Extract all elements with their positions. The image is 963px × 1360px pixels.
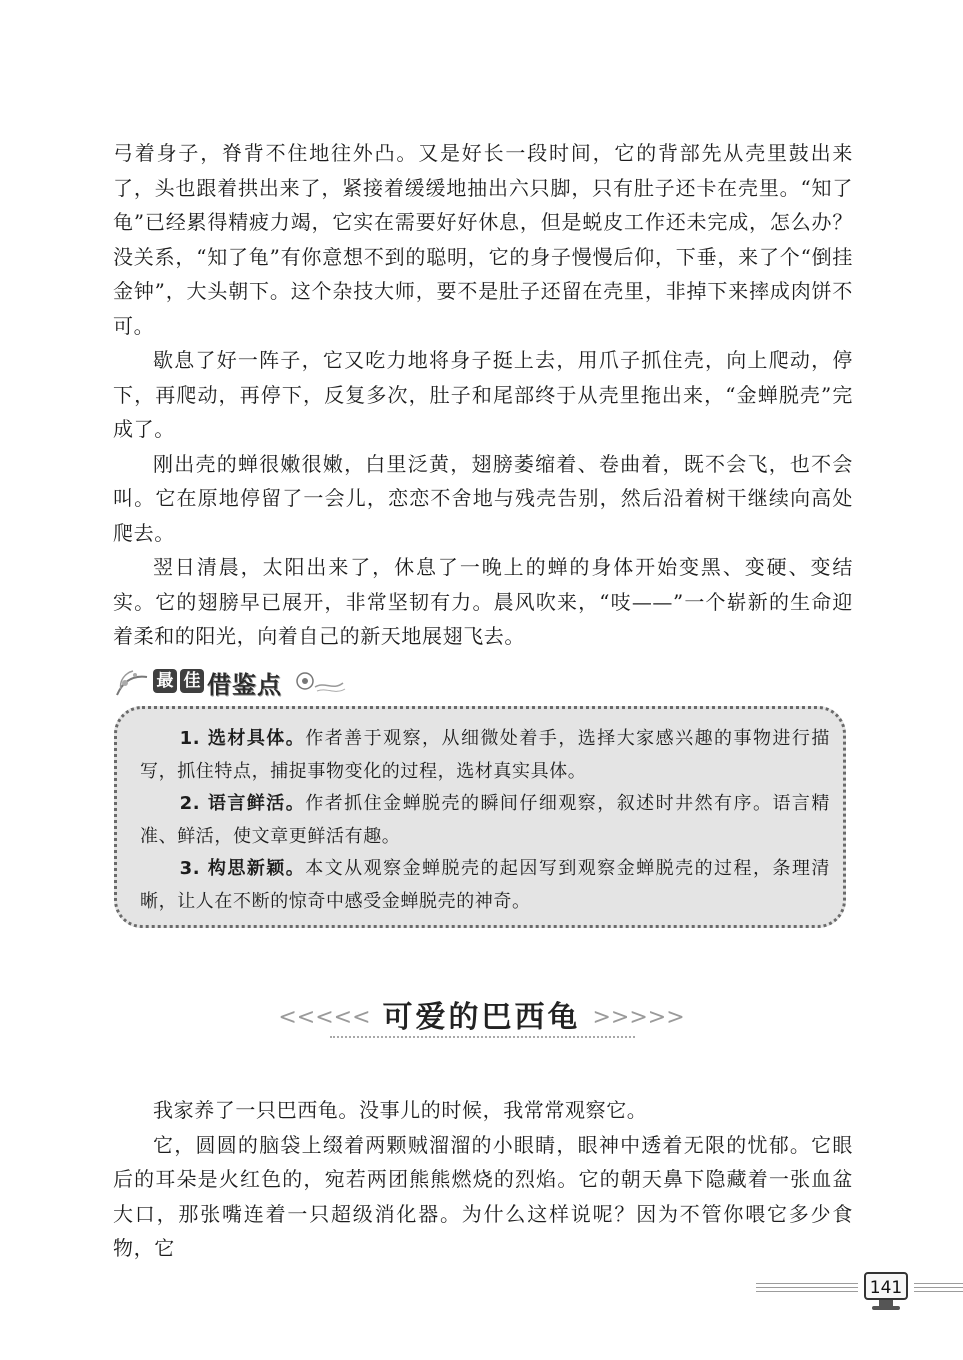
best-point-text: 作者抓住金蝉脱壳的瞬间仔细观察，叙述时井然有序。语言精准、鲜活，使文章更鲜活有趣。 bbox=[140, 793, 830, 847]
best-point-item bbox=[140, 853, 830, 918]
page-number-lines-right bbox=[914, 1283, 963, 1295]
page-number: 141 bbox=[864, 1272, 908, 1300]
best-points-list bbox=[140, 723, 830, 918]
section-title bbox=[0, 992, 963, 1036]
best-point-text: 作者善于观察，从细微处着手，选择大家感兴趣的事物进行描写，抓住特点，捕捉事物变化的过程，选材真实具体。 bbox=[140, 728, 830, 782]
chevrons-right-icon: >>>>> bbox=[592, 1005, 685, 1030]
title-badge-2: 佳 bbox=[180, 669, 204, 693]
best-point-item bbox=[140, 788, 830, 853]
section-underline bbox=[330, 1036, 635, 1038]
best-point-text: 本文从观察金蝉脱壳的起因写到观察金蝉脱壳的过程，条理清晰，让人在不断的惊奇中感受金蝉脱壳的神奇。 bbox=[140, 858, 830, 912]
paragraph: 歇息了好一阵子，它又吃力地将身子挺上去，用爪子抓住壳，向上爬动，停下，再爬动，再停下，反复多次，肚子和尾部终于从壳里拖出来，“金蝉脱壳”完成了。 bbox=[113, 348, 853, 441]
best-point-heading: 2. 语言鲜活。 bbox=[179, 793, 306, 814]
best-point-item bbox=[140, 723, 830, 788]
best-point-heading: 3. 构思新颖。 bbox=[179, 858, 306, 879]
flower-ornament-icon bbox=[287, 661, 347, 701]
paragraph: 它，圆圆的脑袋上缀着两颗贼溜溜的小眼睛，眼神中透着无限的忧郁。它眼后的耳朵是火红色的，宛若两团熊熊燃烧的烈焰。它的朝天鼻下隐藏着一张血盆大口，那张嘴连着一只超级消化器。为什么这样说呢？因为不管你喂它多少食物，它 bbox=[113, 1132, 853, 1260]
best-point-heading: 1. 选材具体。 bbox=[179, 728, 306, 749]
page-number-lines-left bbox=[756, 1283, 858, 1295]
article-body-part2 bbox=[113, 1093, 853, 1266]
paragraph: 我家养了一只巴西龟。没事儿的时候，我常常观察它。 bbox=[153, 1098, 648, 1122]
section-title-text: 可爱的巴西龟 bbox=[382, 1000, 581, 1035]
monitor-foot-icon bbox=[872, 1306, 900, 1310]
flourish-left-icon bbox=[113, 661, 153, 701]
chevrons-left-icon: <<<<< bbox=[278, 1005, 371, 1030]
best-points-title: 借鉴点 bbox=[207, 671, 282, 699]
paragraph: 弓着身子，脊背不住地往外凸。又是好长一段时间，它的背部先从壳里鼓出来了，头也跟着拱出来了，紧接着缓缓地抽出六只脚，只有肚子还卡在壳里。“知了龟”已经累得精疲力竭，它实在需要好好休息，但是蜕皮工作还未完成，怎么办？没关系，“知了龟”有你意想不到的聪明，它的身子慢慢后仰，下垂，来了个“倒挂金钟”，大头朝下。这个杂技大师，要不是肚子还留在壳里，非掉下来摔成肉饼不可。 bbox=[113, 141, 853, 338]
title-badge-1: 最 bbox=[153, 669, 177, 693]
article-body-part1 bbox=[113, 136, 853, 654]
paragraph: 翌日清晨，太阳出来了，休息了一晚上的蝉的身体开始变黑、变硬、变结实。它的翅膀早已展开，非常坚韧有力。晨风吹来，“吱——”一个崭新的生命迎着柔和的阳光，向着自己的新天地展翅飞去。 bbox=[113, 555, 853, 648]
best-points-header bbox=[113, 661, 353, 701]
paragraph: 刚出壳的蝉很嫩很嫩，白里泛黄，翅膀萎缩着、卷曲着，既不会飞，也不会叫。它在原地停留了一会儿，恋恋不舍地与残壳告别，然后沿着树干继续向高处爬去。 bbox=[113, 451, 853, 545]
